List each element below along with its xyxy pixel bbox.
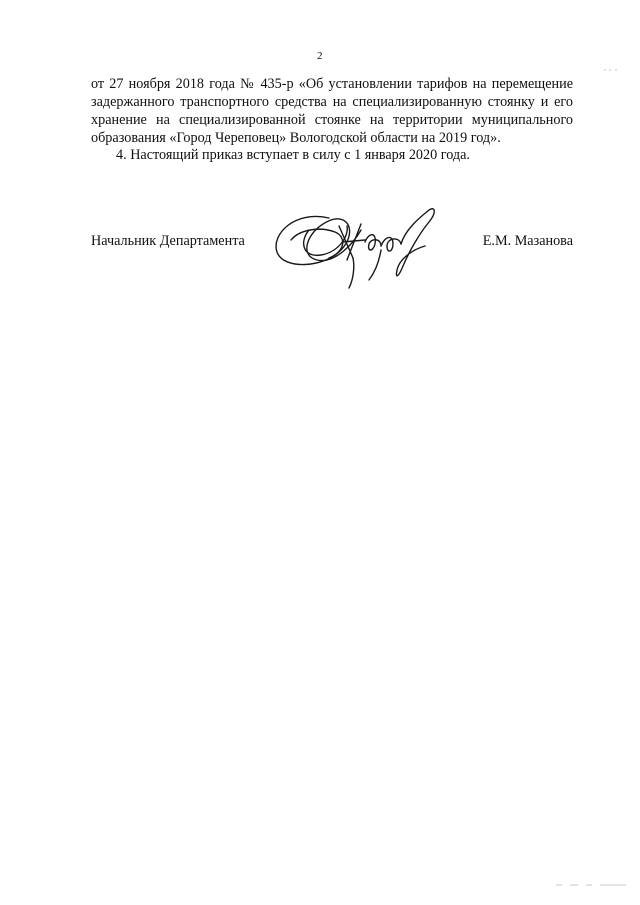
paragraph-continuation: от 27 ноября 2018 года № 435-р «Об установлении тарифов на перемещение задержанного транспортного средства на специализированную стоянку и его хранение на специализированной стоянке на территории муниципального образования «Город Череповец» Вологодской области на 2019 год». <box>91 76 573 146</box>
scan-artifact-bottom <box>556 883 626 887</box>
signer-position: Начальник Департамента <box>91 233 245 249</box>
handwritten-signature <box>269 200 439 295</box>
scan-artifact <box>604 68 618 72</box>
signer-name: Е.М. Мазанова <box>482 233 573 249</box>
signature-block <box>91 200 573 300</box>
paragraph-item-4: 4. Настоящий приказ вступает в силу с 1 января 2020 года. <box>116 147 470 163</box>
page-number: 2 <box>317 50 323 62</box>
